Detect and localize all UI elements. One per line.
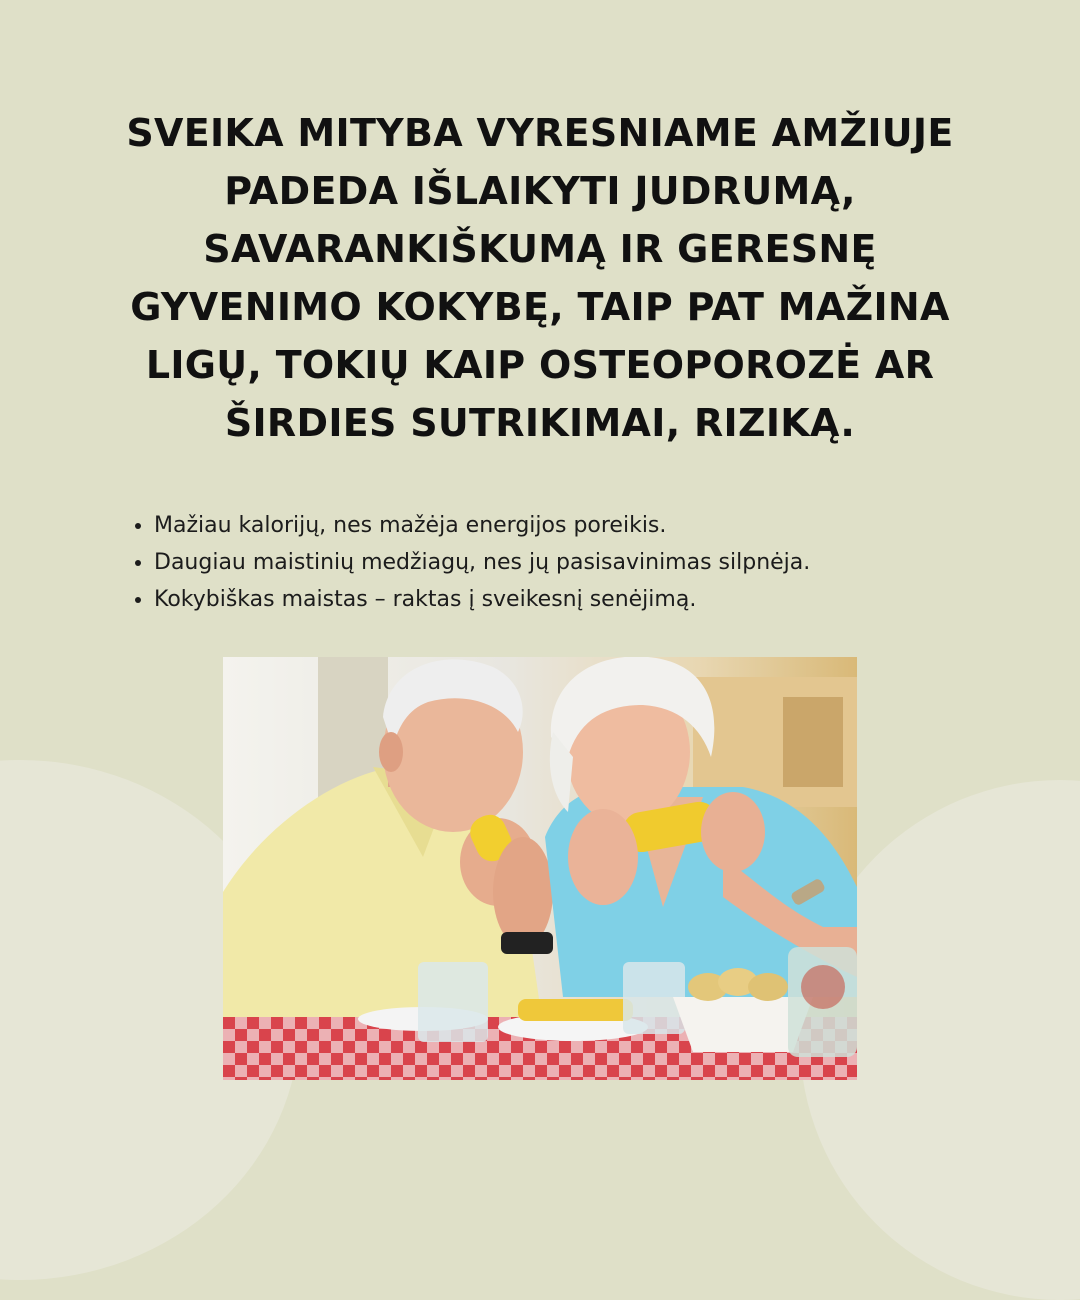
headline-line: ŠIRDIES SUTRIKIMAI, RIZIKĄ. (224, 401, 856, 445)
bullet-item: • Mažiau kalorijų, nes mažėja energijos poreikis. (154, 507, 974, 544)
bullet-list (128, 507, 974, 618)
headline-line: GYVENIMO KOKYBĘ, TAIP PAT MAŽINA (130, 285, 950, 329)
headline-line: LIGŲ, TOKIŲ KAIP OSTEOPOROZĖ AR (145, 343, 935, 387)
bullet-item: • Kokybiškas maistas – raktas į sveikesnį senėjimą. (154, 581, 974, 618)
headline-line: SVEIKA MITYBA VYRESNIAME AMŽIUJE (126, 111, 954, 155)
elderly-couple-photo (223, 657, 857, 1080)
headline-line: PADEDA IŠLAIKYTI JUDRUMĄ, (224, 169, 856, 213)
bullet-item: • Daugiau maistinių medžiagų, nes jų pasisavinimas silpnėja. (154, 544, 974, 581)
headline (120, 104, 960, 452)
headline-line: SAVARANKIŠKUMĄ IR GERESNĘ (203, 227, 877, 271)
